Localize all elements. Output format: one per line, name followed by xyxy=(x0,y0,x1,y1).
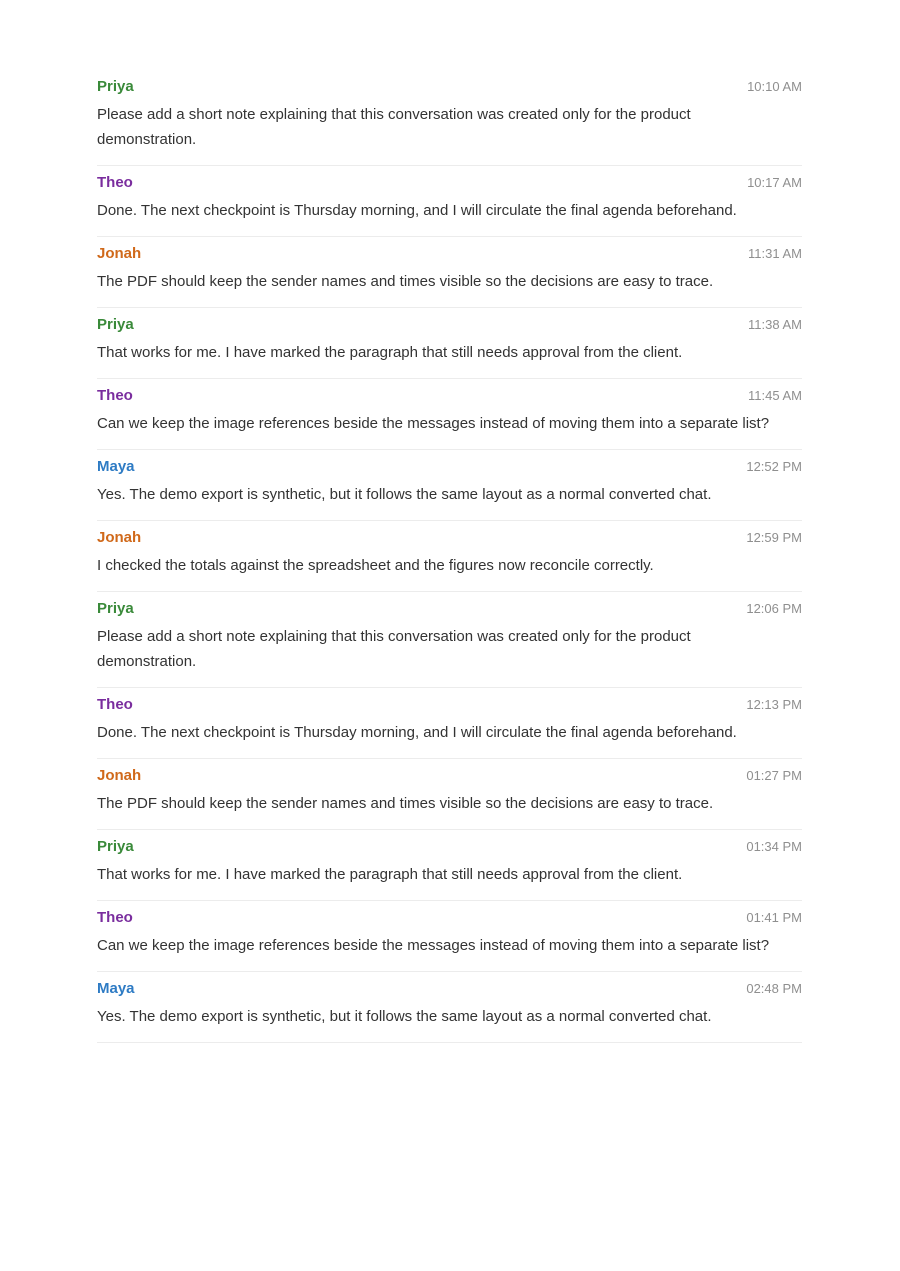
sender-name: Priya xyxy=(97,600,134,617)
message-item xyxy=(97,70,802,166)
sender-name: Priya xyxy=(97,78,134,95)
message-time: 01:41 PM xyxy=(746,910,802,925)
message-text: The PDF should keep the sender names and times visible so the decisions are easy to trace. xyxy=(97,273,714,290)
message-header xyxy=(97,979,802,999)
message-time: 11:38 AM xyxy=(748,317,802,332)
sender-name: Priya xyxy=(97,838,134,855)
message-time: 12:13 PM xyxy=(746,697,802,712)
message-time: 02:48 PM xyxy=(746,981,802,996)
message-text: That works for me. I have marked the paragraph that still needs approval from the client. xyxy=(97,866,683,883)
message-item xyxy=(97,237,802,308)
message-header xyxy=(97,315,802,335)
message-item xyxy=(97,166,802,237)
message-text: Yes. The demo export is synthetic, but it follows the same layout as a normal converted chat. xyxy=(97,1008,712,1025)
message-time: 10:10 AM xyxy=(747,79,802,94)
message-time: 11:45 AM xyxy=(748,388,802,403)
message-header xyxy=(97,837,802,857)
message-time: 01:34 PM xyxy=(746,839,802,854)
sender-name: Priya xyxy=(97,316,134,333)
sender-name: Theo xyxy=(97,696,133,713)
message-item xyxy=(97,688,802,759)
message-text: The PDF should keep the sender names and times visible so the decisions are easy to trace. xyxy=(97,795,714,812)
sender-name: Theo xyxy=(97,174,133,191)
sender-name: Maya xyxy=(97,458,135,475)
message-text: Can we keep the image references beside the messages instead of moving them into a separate list? xyxy=(97,415,770,432)
message-header xyxy=(97,173,802,193)
sender-name: Theo xyxy=(97,909,133,926)
message-header xyxy=(97,244,802,264)
message-text: Can we keep the image references beside the messages instead of moving them into a separate list? xyxy=(97,937,770,954)
message-text: Please add a short note explaining that this conversation was created only for the product demonstration. xyxy=(97,106,691,148)
message-text: Please add a short note explaining that this conversation was created only for the product demonstration. xyxy=(97,628,691,670)
message-header xyxy=(97,77,802,97)
message-text: That works for me. I have marked the paragraph that still needs approval from the client. xyxy=(97,344,683,361)
message-item xyxy=(97,592,802,688)
message-item xyxy=(97,901,802,972)
message-header xyxy=(97,908,802,928)
message-header xyxy=(97,766,802,786)
sender-name: Jonah xyxy=(97,529,142,546)
message-time: 11:31 AM xyxy=(748,246,802,261)
message-item xyxy=(97,759,802,830)
message-item xyxy=(97,972,802,1043)
sender-name: Maya xyxy=(97,980,135,997)
message-item xyxy=(97,830,802,901)
message-list xyxy=(97,70,802,1043)
message-header xyxy=(97,528,802,548)
message-text: Done. The next checkpoint is Thursday morning, and I will circulate the final agenda beforehand. xyxy=(97,724,737,741)
message-text: I checked the totals against the spreadsheet and the figures now reconcile correctly. xyxy=(97,557,654,574)
message-text: Done. The next checkpoint is Thursday morning, and I will circulate the final agenda beforehand. xyxy=(97,202,737,219)
message-item xyxy=(97,521,802,592)
message-header xyxy=(97,599,802,619)
message-time: 01:27 PM xyxy=(746,768,802,783)
message-time: 12:59 PM xyxy=(746,530,802,545)
message-time: 12:06 PM xyxy=(746,601,802,616)
message-item xyxy=(97,379,802,450)
message-header xyxy=(97,457,802,477)
sender-name: Jonah xyxy=(97,245,142,262)
message-item xyxy=(97,450,802,521)
sender-name: Theo xyxy=(97,387,133,404)
message-text: Yes. The demo export is synthetic, but it follows the same layout as a normal converted chat. xyxy=(97,486,712,503)
sender-name: Jonah xyxy=(97,767,142,784)
message-header xyxy=(97,386,802,406)
message-time: 12:52 PM xyxy=(746,459,802,474)
message-header xyxy=(97,695,802,715)
message-time: 10:17 AM xyxy=(747,175,802,190)
message-item xyxy=(97,308,802,379)
